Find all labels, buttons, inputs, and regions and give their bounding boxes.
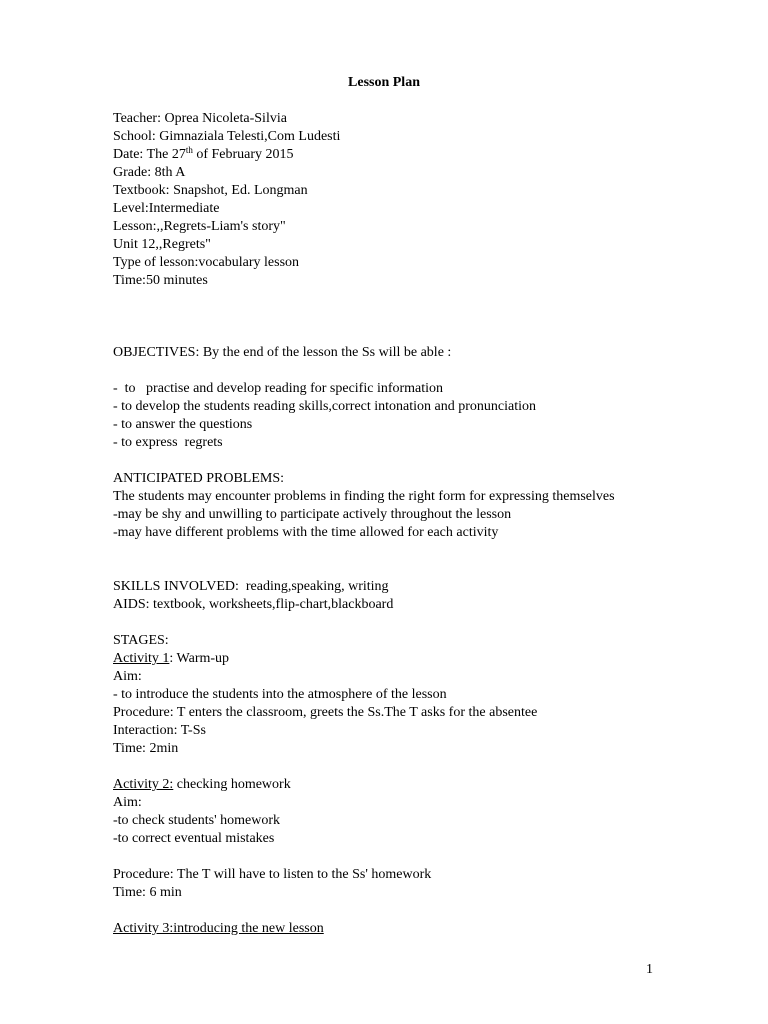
problem-item: -may have different problems with the time allowed for each activity [113, 525, 499, 540]
spacer [113, 452, 733, 470]
activity1-procedure: Procedure: T enters the classroom, greets the Ss.The T asks for the absentee [113, 705, 538, 720]
page-number: 1 [646, 962, 653, 977]
objective-item: - to develop the students reading skills,correct intonation and pronunciation [113, 399, 537, 414]
activity2-time: Time: 6 min [113, 885, 182, 900]
activity2-aim-item: -to check students' homework [113, 813, 280, 828]
activity2-procedure: Procedure: The T will have to listen to the Ss' homework [113, 867, 432, 882]
date-prefix: Date: The 27 [113, 147, 186, 162]
activity3-heading [113, 920, 733, 938]
activity1-title: : Warm-up [169, 651, 230, 666]
activity1-heading [113, 650, 733, 668]
type-of-lesson-line: Type of lesson:vocabulary lesson [113, 255, 300, 270]
spacer [113, 542, 733, 578]
anticipated-problems-heading: ANTICIPATED PROBLEMS: [113, 471, 285, 486]
skills-involved-line: SKILLS INVOLVED: reading,speaking, writing [113, 579, 389, 594]
date-superscript: th [185, 145, 193, 155]
activity1-interaction: Interaction: T-Ss [113, 723, 206, 738]
spacer [113, 758, 733, 776]
aids-line: AIDS: textbook, worksheets,flip-chart,blackboard [113, 597, 394, 612]
objectives-heading: OBJECTIVES: By the end of the lesson the Ss will be able : [113, 345, 452, 360]
activity2-aim-item: -to correct eventual mistakes [113, 831, 275, 846]
spacer [113, 848, 733, 866]
activity1-aim-item: - to introduce the students into the atmosphere of the lesson [113, 687, 447, 702]
activity1-time: Time: 2min [113, 741, 179, 756]
teacher-line: Teacher: Oprea Nicoleta-Silvia [113, 111, 287, 126]
activity2-title: checking homework [173, 777, 291, 792]
problem-item: The students may encounter problems in finding the right form for expressing themselves [113, 489, 615, 504]
page-title: Lesson Plan [348, 75, 420, 90]
spacer [113, 290, 733, 326]
problem-item: -may be shy and unwilling to participate actively throughout the lesson [113, 507, 512, 522]
activity1-aim-label: Aim: [113, 669, 142, 684]
spacer [113, 902, 733, 920]
objective-item: - to answer the questions [113, 417, 253, 432]
spacer [113, 326, 733, 344]
spacer [113, 614, 733, 632]
lesson-plan-body [113, 110, 733, 938]
unit-line: Unit 12,,Regrets" [113, 237, 211, 252]
grade-line: Grade: 8th A [113, 165, 186, 180]
school-line: School: Gimnaziala Telesti,Com Ludesti [113, 129, 341, 144]
textbook-line: Textbook: Snapshot, Ed. Longman [113, 183, 308, 198]
level-line: Level:Intermediate [113, 201, 220, 216]
activity3-label: Activity 3:introducing the new lesson [113, 921, 324, 936]
activity2-label: Activity 2: [113, 777, 174, 792]
activity2-heading [113, 776, 733, 794]
stages-heading: STAGES: [113, 633, 169, 648]
objective-item: - to practise and develop reading for specific information [113, 381, 444, 396]
activity1-label: Activity 1 [113, 651, 170, 666]
time-line: Time:50 minutes [113, 273, 208, 288]
objective-item: - to express regrets [113, 435, 223, 450]
date-line [113, 146, 733, 164]
lesson-line: Lesson:,,Regrets-Liam's story" [113, 219, 286, 234]
date-suffix: of February 2015 [192, 147, 294, 162]
spacer [113, 362, 733, 380]
activity2-aim-label: Aim: [113, 795, 142, 810]
